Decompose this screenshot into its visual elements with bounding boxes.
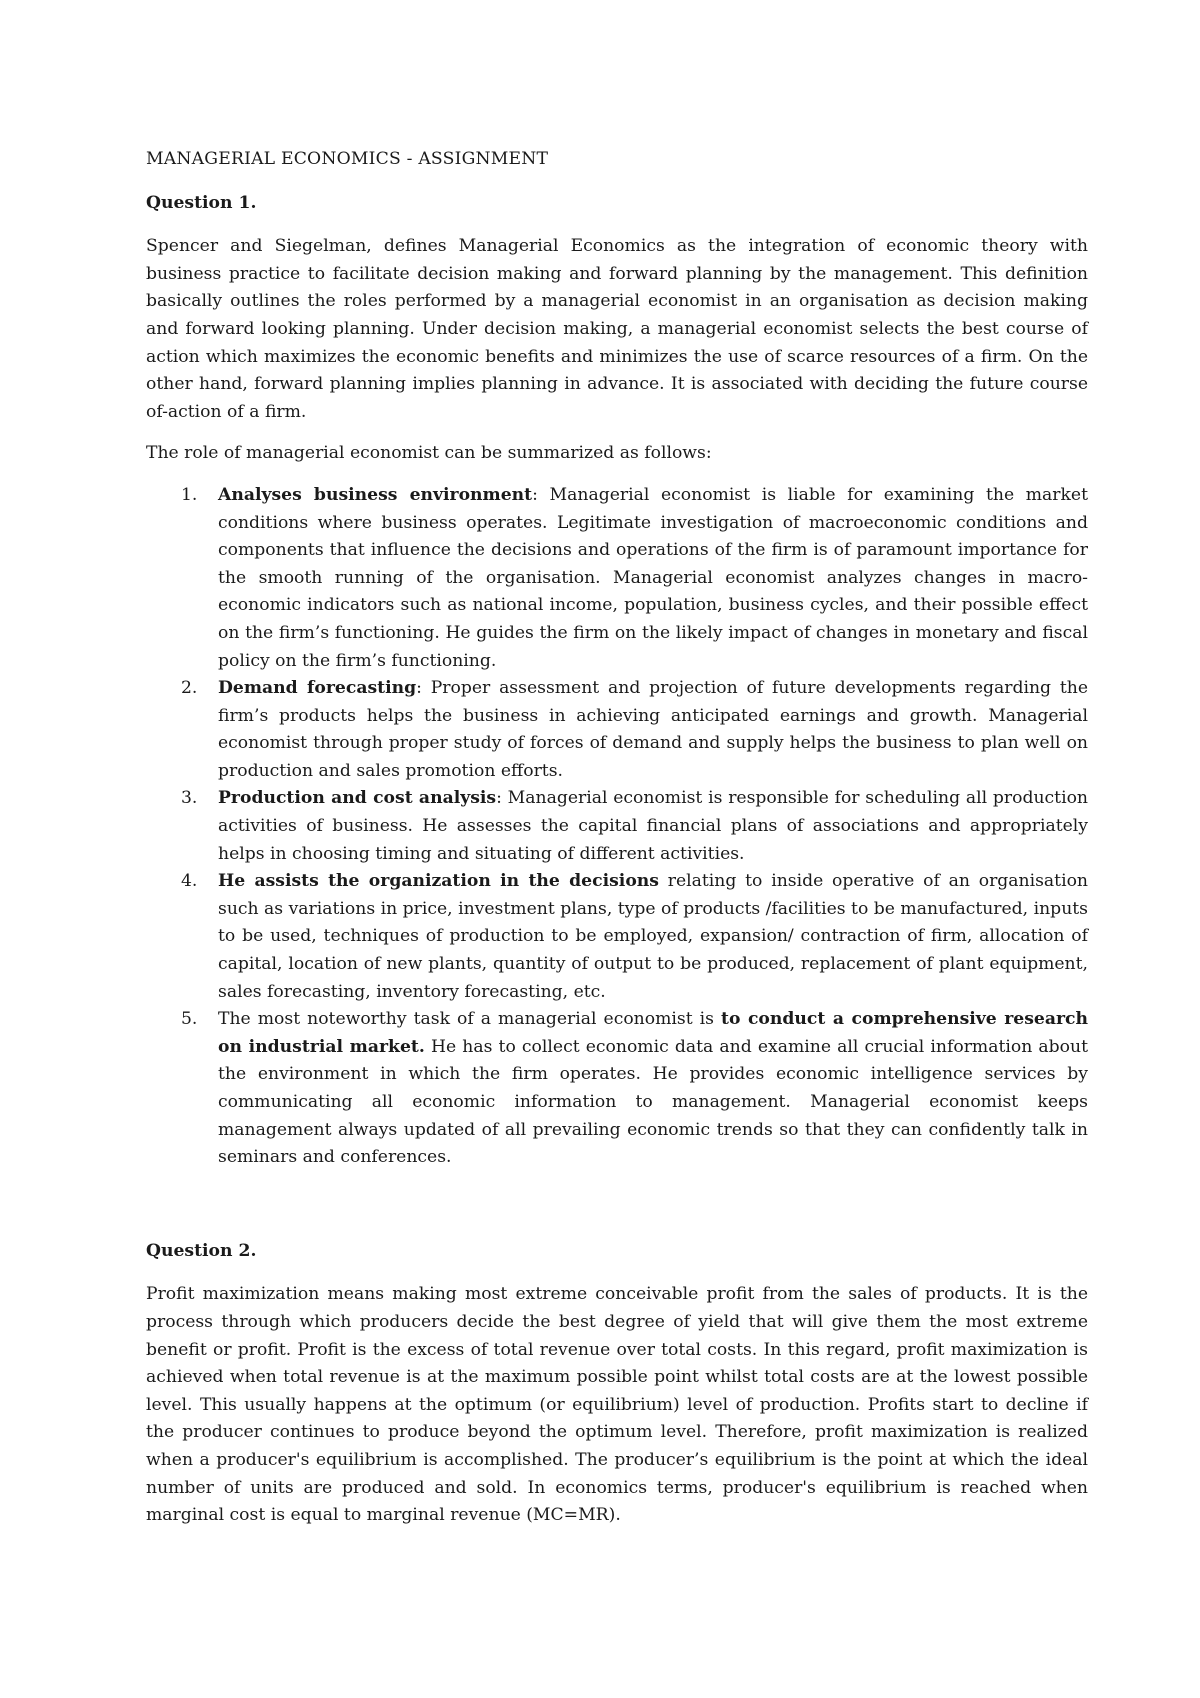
role-title: Demand forecasting [218, 678, 417, 699]
role-text: He has to collect economic data and examine all crucial information about the environment in which the firm operates. He provides economic intelligence services by communicating all economic information to management. Managerial economist keeps management always updated of all prevailing economic trends so that they can confidently talk in seminars and conferences. [218, 1036, 1088, 1168]
list-number: 4. [181, 871, 198, 892]
roles-intro: The role of managerial economist can be summarized as follows: [146, 443, 712, 464]
role-text: : Managerial economist is responsible for scheduling all production activities of business. He assesses the capital financial plans of associations and appropriately helps in choosing timing and situating of different activities. [218, 788, 1088, 864]
list-number: 5. [181, 1009, 198, 1030]
list-item [146, 1006, 1088, 1172]
role-title: He assists the organization in the decisions [218, 871, 659, 892]
roles-list [146, 482, 1088, 1172]
role-text-lead: The most noteworthy task of a managerial economist is [218, 1009, 721, 1030]
role-text: relating to inside operative of an organisation such as variations in price, investment plans, type of products /facilities to be manufactured, inputs to be used, techniques of production to be employed, expansion/ contraction of firm, allocation of capital, location of new plants, quantity of output to be produced, replacement of plant equipment, sales forecasting, inventory forecasting, etc. [218, 871, 1088, 1002]
question-1-heading: Question 1. [146, 192, 257, 213]
list-number: 3. [181, 788, 198, 809]
question-2-paragraph: Profit maximization means making most extreme conceivable profit from the sales of products. It is the process through which producers decide the best degree of yield that will give them the most extreme benefit or profit. Profit is the excess of total revenue over total costs. In this regard, profit maximization is achieved when total revenue is at the maximum possible point whilst total costs are at the lowest possible level. This usually happens at the optimum (or equilibrium) level of production. Profits start to decline if the producer continues to produce beyond the optimum level. Therefore, profit maximization is realized when a producer's equilibrium is accomplished. The producer’s equilibrium is the point at which the ideal number of units are produced and sold. In economics terms, producer's equilibrium is reached when marginal cost is equal to marginal revenue (MC=MR). [146, 1284, 1088, 1526]
list-item [146, 675, 1088, 785]
document-title: MANAGERIAL ECONOMICS - ASSIGNMENT [146, 149, 549, 169]
list-item [146, 785, 1088, 868]
role-title: Analyses business environment [218, 484, 533, 505]
document-page [146, 146, 1088, 1544]
list-item [146, 482, 1088, 675]
list-number: 1. [181, 484, 198, 505]
question-1-paragraph: Spencer and Siegelman, defines Managerial Economics as the integration of economic theory with business practice to facilitate decision making and forward planning by the management. This definition basically outlines the roles performed by a managerial economist in an organisation as decision making and forward looking planning. Under decision making, a managerial economist selects the best course of action which maximizes the economic benefits and minimizes the use of scarce resources of a firm. On the other hand, forward planning implies planning in advance. It is associated with deciding the future course of-action of a firm. [146, 236, 1088, 422]
role-title: Production and cost analysis [218, 788, 497, 809]
role-text: : Proper assessment and projection of future developments regarding the firm’s products helps the business in achieving anticipated earnings and growth. Managerial economist through proper study of forces of demand and supply helps the business to plan well on production and sales promotion efforts. [218, 678, 1088, 781]
role-title: to conduct a comprehensive research on industrial market. [218, 1009, 1088, 1057]
role-text: : Managerial economist is liable for examining the market conditions where business operates. Legitimate investigation of macroeconomic conditions and components that influence the decisions and operations of the firm is of paramount importance for the smooth running of the organisation. Managerial economist analyzes changes in macro-economic indicators such as national income, population, business cycles, and their possible effect on the firm’s functioning. He guides the firm on the likely impact of changes in monetary and fiscal policy on the firm’s functioning. [218, 484, 1089, 671]
list-item [146, 868, 1088, 1006]
question-2-heading: Question 2. [146, 1240, 257, 1261]
list-number: 2. [181, 678, 198, 699]
